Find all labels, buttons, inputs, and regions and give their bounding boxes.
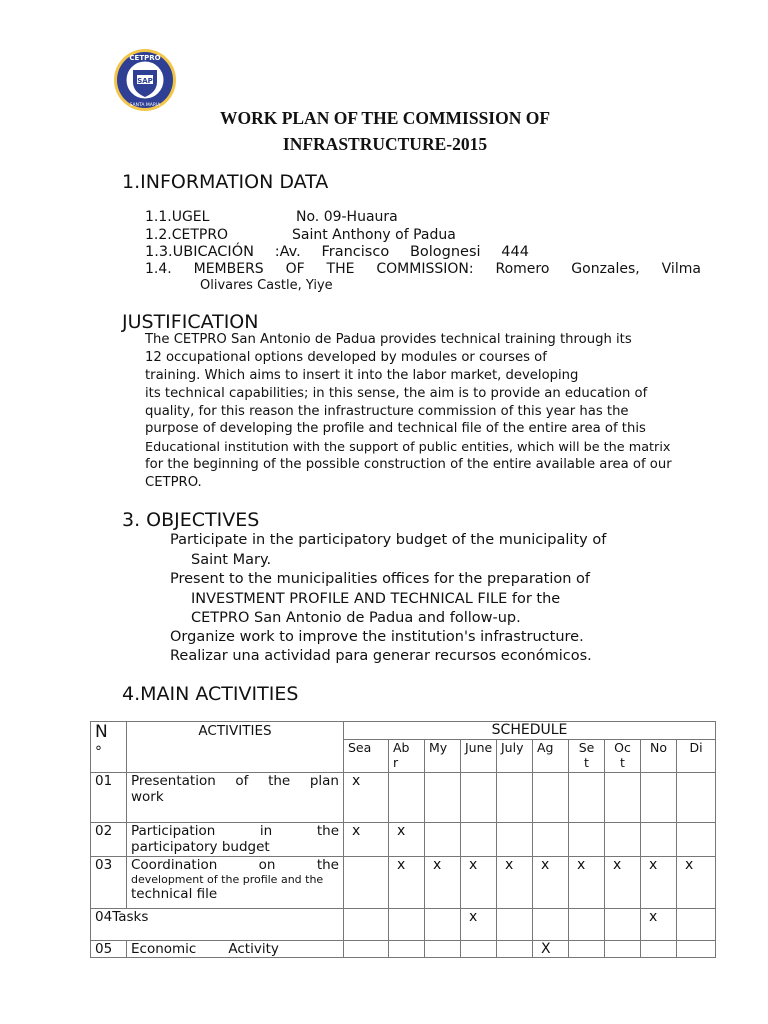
schedule-mark: x <box>389 857 425 909</box>
schedule-cell <box>641 823 677 857</box>
document-title-line1: WORK PLAN OF THE COMMISSION OF <box>219 108 551 128</box>
cetpro-label: 1.2.CETPRO <box>145 227 229 243</box>
schedule-mark: x <box>461 909 497 941</box>
logo-center-text: SAP <box>137 77 153 85</box>
header-no-label: N <box>95 722 108 742</box>
row-number: 03 <box>91 857 127 909</box>
schedule-cell <box>389 941 425 958</box>
schedule-cell <box>569 909 605 941</box>
schedule-cell <box>344 857 389 909</box>
month-header: Di <box>677 740 716 773</box>
justification-line: purpose of developing the profile and technical file of the entire area of this <box>145 421 646 436</box>
schedule-cell <box>497 909 533 941</box>
month-header: Ag <box>533 740 569 773</box>
schedule-cell <box>677 773 716 823</box>
schedule-cell <box>569 823 605 857</box>
schedule-cell <box>605 773 641 823</box>
month-header: Se t <box>569 740 605 773</box>
schedule-cell <box>425 773 461 823</box>
header-activities: ACTIVITIES <box>127 722 344 773</box>
objective-item <box>170 648 592 664</box>
table-row <box>91 823 716 857</box>
section-information-heading: 1.INFORMATION DATA <box>122 171 329 193</box>
ubicacion-word: 1.3.UBICACIÓN <box>145 244 254 260</box>
members-word: Vilma <box>661 261 701 277</box>
schedule-cell <box>605 941 641 958</box>
schedule-cell <box>677 823 716 857</box>
objective-item <box>170 532 606 548</box>
schedule-cell <box>605 823 641 857</box>
members-word: THE <box>326 261 355 277</box>
ubicacion-word: Francisco <box>321 244 390 260</box>
justification-line: 12 occupational options developed by modules or courses of <box>145 350 547 365</box>
schedule-mark: x <box>533 857 569 909</box>
schedule-mark: X <box>533 941 569 958</box>
members-word: OF <box>285 261 305 277</box>
logo-bottom-text: SANTA MARIA <box>129 103 161 108</box>
objective-text: Organize work to improve the institution's infrastructure. <box>170 629 584 645</box>
row-activity: Economic Activity <box>127 941 344 958</box>
justification-line: CETPRO. <box>145 475 202 490</box>
schedule-cell <box>425 823 461 857</box>
ubicacion-word: 444 <box>501 244 529 260</box>
schedule-cell <box>389 909 425 941</box>
schedule-mark: x <box>461 857 497 909</box>
table-row <box>91 857 716 909</box>
objectives-heading: 3. OBJECTIVES <box>122 509 260 531</box>
schedule-mark: x <box>677 857 716 909</box>
ugel-value: No. 09-Huaura <box>296 209 398 225</box>
objective-text: Realizar una actividad para generar recursos económicos. <box>170 648 592 664</box>
objective-text-cont: INVESTMENT PROFILE AND TECHNICAL FILE for the <box>191 591 561 607</box>
activities-table <box>90 721 716 958</box>
schedule-mark: x <box>389 823 425 857</box>
header-schedule: SCHEDULE <box>344 722 716 740</box>
members-word: MEMBERS <box>193 261 264 277</box>
ubicacion-word: :Av. <box>274 244 301 260</box>
document-title-line2: INFRASTRUCTURE-2015 <box>282 134 488 154</box>
table-row <box>91 773 716 823</box>
schedule-mark: x <box>344 823 389 857</box>
objective-text-cont: Saint Mary. <box>191 552 272 568</box>
month-header: Oc t <box>605 740 641 773</box>
members-word: 1.4. <box>145 261 172 277</box>
schedule-cell <box>569 941 605 958</box>
justification-line: its technical capabilities; in this sense, the aim is to provide an education of <box>145 386 648 401</box>
ubicacion-line <box>145 244 529 260</box>
row-activity: Participation in the participatory budget <box>127 823 344 857</box>
objective-text: Participate in the participatory budget of the municipality of <box>170 532 607 548</box>
schedule-mark: x <box>569 857 605 909</box>
schedule-mark: x <box>605 857 641 909</box>
schedule-cell <box>569 773 605 823</box>
schedule-cell <box>641 941 677 958</box>
objective-text-cont: CETPRO San Antonio de Padua and follow-up. <box>191 610 521 626</box>
header-no-degree: ° <box>95 744 102 760</box>
schedule-cell <box>425 941 461 958</box>
schedule-mark: x <box>641 909 677 941</box>
schedule-mark: x <box>425 857 461 909</box>
ubicacion-word: Bolognesi <box>409 244 481 260</box>
members-word: Romero <box>495 261 550 277</box>
month-header: My <box>425 740 461 773</box>
cetpro-logo <box>113 48 177 112</box>
members-word: COMMISSION: <box>376 261 474 277</box>
ugel-label: 1.1.UGEL <box>145 209 210 225</box>
table-row <box>91 909 716 941</box>
table-header-row <box>91 722 716 740</box>
objective-item <box>170 571 590 587</box>
row-activity: Presentation of the plan work <box>127 773 344 823</box>
schedule-cell <box>533 909 569 941</box>
members-continuation: Olivares Castle, Yiye <box>200 278 333 293</box>
row-number: 01 <box>91 773 127 823</box>
month-header: Sea <box>344 740 389 773</box>
schedule-cell <box>344 941 389 958</box>
schedule-cell <box>425 909 461 941</box>
justification-line: Educational institution with the support of public entities, which will be the matrix <box>145 440 671 455</box>
justification-line: The CETPRO San Antonio de Padua provides technical training through its <box>145 332 632 347</box>
schedule-mark: x <box>641 857 677 909</box>
header-no <box>91 722 127 773</box>
row-activity: Coordination on the development of the profile and the technical file <box>127 857 344 909</box>
schedule-cell <box>344 909 389 941</box>
justification-heading: JUSTIFICATION <box>122 311 259 333</box>
table-row <box>91 941 716 958</box>
schedule-cell <box>533 773 569 823</box>
row-number: 05 <box>91 941 127 958</box>
schedule-cell <box>497 941 533 958</box>
schedule-cell <box>533 823 569 857</box>
schedule-cell <box>389 773 425 823</box>
justification-line: quality, for this reason the infrastructure commission of this year has the <box>145 404 629 419</box>
justification-line: for the beginning of the possible construction of the entire available area of our <box>145 457 672 472</box>
row-number: 02 <box>91 823 127 857</box>
objective-item <box>170 629 584 645</box>
logo-top-text: CETPRO <box>129 54 161 62</box>
month-header: No <box>641 740 677 773</box>
schedule-cell <box>605 909 641 941</box>
schedule-cell <box>497 823 533 857</box>
schedule-mark: x <box>344 773 389 823</box>
schedule-cell <box>677 909 716 941</box>
cetpro-value: Saint Anthony of Padua <box>292 227 456 243</box>
objective-text: Present to the municipalities offices for the preparation of <box>170 571 591 587</box>
row-number-activity: 04Tasks <box>91 909 344 941</box>
month-header: July <box>497 740 533 773</box>
schedule-cell <box>461 941 497 958</box>
members-word: Gonzales, <box>571 261 640 277</box>
month-header: Ab r <box>389 740 425 773</box>
schedule-cell <box>461 773 497 823</box>
justification-line: training. Which aims to insert it into the labor market, developing <box>145 368 579 383</box>
schedule-cell <box>497 773 533 823</box>
main-activities-heading: 4.MAIN ACTIVITIES <box>122 683 299 705</box>
schedule-mark: x <box>497 857 533 909</box>
schedule-cell <box>461 823 497 857</box>
schedule-cell <box>641 773 677 823</box>
month-header: June <box>461 740 497 773</box>
members-line <box>145 261 701 277</box>
schedule-cell <box>677 941 716 958</box>
